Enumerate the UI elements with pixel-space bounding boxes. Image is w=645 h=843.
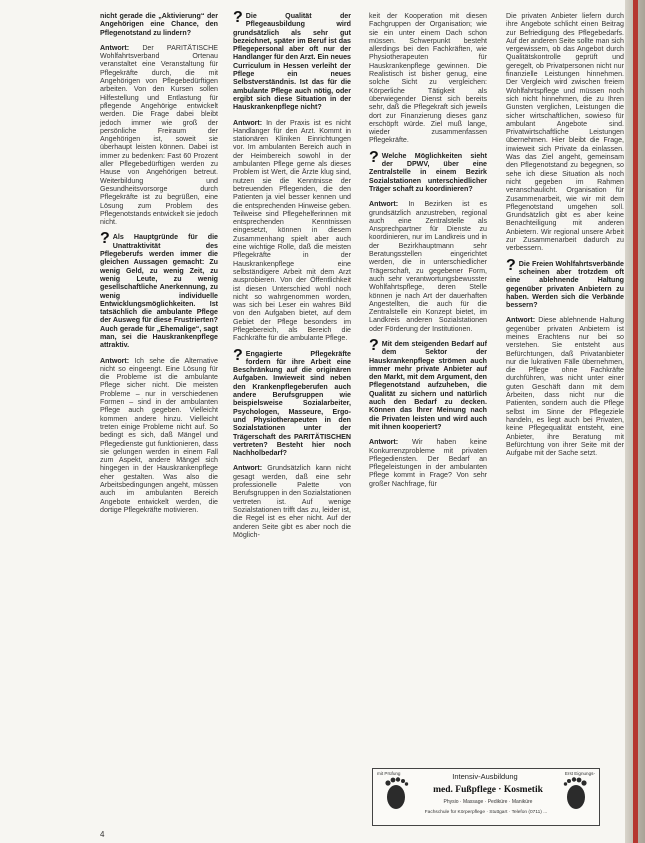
ad-heading: Intensiv-Ausbildung (452, 772, 518, 781)
answer-paragraph (369, 200, 487, 333)
red-binding-stripe (633, 0, 638, 843)
question-text: Die Freien Wohlfahrtsverbände scheinen aber trotzdem oft eine ablehnende Haltung gegenüber privaten Anbietern zu haben. Werden sich die Verbände bessern? (506, 259, 624, 310)
footcare-advertisement (372, 768, 600, 826)
question-paragraph (233, 346, 351, 458)
answer-lead: Antwort: (369, 200, 399, 209)
continued-paragraph: Die privaten Anbieter liefern durch ihre Angebote schlicht einen Beitrag zur Befriedigung des Pflegebedarfs. Auf der anderen Seite sollte man sich vergewissern, ob das Angebot durch Qualitätskontrolle geprüft und geregelt, ob Privatpersonen nicht nur finanzielle Leistungen hinnehmen. Der Vergleich wird zwischen freiem Wohlfahrtspflege und müssen noch sich nicht hinnehmen, die zu Ihren Gunsten verglichen, Leistungen die sicher wirtschaftlichen, sowieso für ambulant Angebote sind. Privatwirtschaftliche Leistungen übernehmen. Hier bleibt die Frage, inwieweit sich Private da einlassen. Was das Ziel angeht, gemeinsam den Pflegenotstand zu begegnen, so sehe ich diese Situation als noch nicht gegeben im Rahmen veranschaulicht. Organisation für Zusammenarbeit, wie wir mit dem Pflegenotstand umgehen soll. Grundsätzlich gibt es aber keine Benachteiligung mit anderen Anbietern. Wir regional unsere Arbeit zur Zusammenarbeit dadurch zu verbessern. (506, 12, 624, 253)
answer-paragraph (100, 357, 218, 515)
ad-address: Fachschule für Körperpflege · Stuttgart · Telefon (0711) ... (424, 810, 548, 815)
question-mark-icon: ? (233, 9, 243, 26)
page-number: 4 (100, 830, 105, 839)
ad-subtitle: Physio · Massage · Pediküre · Maniküre (443, 799, 533, 805)
question-text: Mit dem steigenden Bedarf auf dem Sektor der Hauskrankenpflege strömen auch immer mehr private Anbieter auf den Markt, mit dem Argument, den Pflegenotstand aufzuheben, die Qualität zu sichern und natürlich auch den Bedarf zu decken. Können das Ihrer Meinung nach die Privaten leisten und wird auch mit ihnen kooperiert? (369, 339, 487, 431)
answer-text: In Bezirken ist es grundsätzlich anzustreben, regional auch eine Zentralstelle als Ansprechpartner für Dienste zu koordinieren, nur im Landkreis und in der Bezirkhauptmann sehr Beratungsstellen eingerichtet werden, die in unterschiedlicher Trägerschaft, zu gegebener Form, auch sehr verantwortungsbewusster Wohlfahrtspflege, deren Stelle können je nach Art der dauerhaften Angestellten, die auch für die Zentralstelle ein Konzept bietet, im Landkreis anderen Sozialstationen oder Förderung der Institutionen. (369, 200, 487, 333)
question-paragraph (506, 256, 624, 310)
text-column-4 (506, 12, 624, 464)
question-text: Welche Möglichkeiten sieht der DPWV, über eine Zentralstelle in einem Bezirk Sozialstationen unterschiedlicher Träger schaft zu koordinieren? (369, 151, 487, 193)
text-column-2 (233, 9, 351, 546)
question-mark-icon: ? (369, 148, 379, 166)
answer-lead: Antwort: (233, 464, 263, 473)
answer-lead: Antwort: (506, 316, 536, 325)
answer-text: In der Praxis ist es nicht Handlanger für den Arzt. Kommt in stationären Kliniken Einrichtungen vor. Im ambulanten Bereich auch in der Heimbereich sowohl in der ambulanten Pflege gerne als dieses Problem ist Wert, die Ärzte klug sind, nutzen sie die Kenntnisse der betreuenden Pflegenden, die den Patienten ja viel besser kennen und die entsprechenden Hinweise geben. Teilweise sind Pflegehelferinnen mit entsprechenden Kenntnissen eingesetzt, können in diesem Zusammenhang spielt aber auch eine wichtige Rolle, daß die meisten Pflegekräfte in der Hauskrankenpflege eine selbständigere Arbeit mit dem Arzt ausprobieren. Von der Öffentlichkeit ist diesen Unterschied wohl noch nicht so wahrgenommen worden, was sich bei Leser ein wahres Bild von den Aufgaben bietet, auf dem Gebiet der Pflege besonders im Pflegebereich, als Bereich die Fachkräfte für die ambulante Pflege. (233, 118, 351, 343)
ad-main-title: med. Fußpflege · Kosmetik (433, 785, 543, 795)
answer-text: Der PARITÄTISCHE Wohlfahrtsverband Ortenau veranstaltet eine Veranstaltung für Pflegekräfte durch, die mit Angehörigen von Pflegebedürftigen arbeiten. Von den Kursen sollen Hilfestellung und Entlastung für pflegende Angehörige entwickelt werden. Die Frage dabei bleibt jedoch immer wie groß der persönliche Freiraum der Angehörigen ist, soweit sie überhaupt leisten können. Dabei ist immer zu bedenken: Fast 60 Prozent aller Pflegebedürftigen werden zu Hause von Angehörigen betreut. Weiterbildung und Gesundheitsvorsorge durch Pflegekräfte ist zu begrüßen, eine Lösung zum Problem des Pflegenotstands entwickelt sie jedoch nicht. (100, 43, 218, 227)
text-column-1 (100, 12, 218, 521)
answer-paragraph (506, 316, 624, 457)
ad-tiny-right: Erst Eignungs- (564, 771, 595, 776)
question-mark-icon: ? (100, 230, 110, 248)
answer-lead: Antwort: (369, 438, 399, 447)
question-text: Engagierte Pflegekräfte fordern für ihre Arbeit eine Beschränkung auf die originären Aufgaben. Inwieweit sind neben den Krankenpflegeberufen auch andere Berufsgruppen wie beispielsweise Sozialarbeiter, Psychologen, Masseure, Ergo- und Physiotherapeuten in den Sozialstationen unter der Trägerschaft des PARITÄTISCHEN vertreten? Besteht hier noch Nachholbedarf? (233, 349, 351, 458)
ad-tiny-left: mit Prüfung (377, 771, 401, 776)
answer-paragraph (233, 464, 351, 539)
text-column-3 (369, 12, 487, 495)
question-paragraph (369, 148, 487, 193)
question-text: Als Hauptgründe für die Unattraktivität des Pflegeberufs werden immer die gleichen Aussagen gemacht: Zu wenig Geld, zu wenig Zeit, zu wenig Leute, zu wenig gesellschaftliche Anerkennung, zu wenig individuelle Entwicklungsmöglichkeiten. Ist tatsächlich die ambulante Pflege der Ausweg für diese Frustrierten? Auch gerade für „Ehemalige“, sagt man, sei die Hauskrankenpflege attraktiv. (100, 233, 218, 350)
answer-lead: Antwort: (100, 356, 130, 365)
question-mark-icon: ? (233, 346, 243, 364)
question-text: Die Qualität der Pflegeausbildung wird grundsätzlich als sehr gut bezeichnet, später im Beruf ist das Pflegepersonal aber oft nur der Handlanger für den Arzt. Ein neues Curriculum in Hessen verleiht der Pflege ein neues Selbstverständnis. Ist das für die ambulante Pflege auch nötig, oder ergibt sich diese Situation in der Hauskrankenpflege nicht? (233, 12, 351, 112)
answer-paragraph (233, 119, 351, 343)
question-paragraph (233, 9, 351, 112)
footprint-right-icon (559, 775, 593, 811)
continued-paragraph: keit der Kooperation mit diesen Fachgruppen der Organisation; wie sie ein unter einem Dach schon müssen. Schwerpunkt besteht allerdings bei den Fachkräften, wie Physiotherapeuten für Hauskrankenpflege gewinnen. Die Realistisch ist bisher genug, eine solche Sicht zu vergleichen: Körperliche Tätigkeit als überwiegender Dienst sich bereits sehr, daß die Pflegekraft sich jeweils dort zur Finanzierung dieses ganz erschöpft würde. Ziel muß lange, wieder zusammenfassen Pflegekräfte. (369, 12, 487, 145)
answer-paragraph (100, 44, 218, 227)
answer-lead: Antwort: (233, 118, 263, 127)
question-mark-icon: ? (369, 336, 379, 354)
question-text: nicht gerade die „Aktivierung“ der Angehörigen eine Chance, den Pflegenotstand zu lindern? (100, 12, 218, 37)
answer-lead: Antwort: (100, 43, 130, 52)
question-continued (100, 12, 218, 37)
answer-text: Diese ablehnende Haltung gegenüber privaten Anbietern ist meines Erachtens nur bei so verstehen. Sie entsteht aus Befürchtungen, daß Privatanbieter nur die lukrativen Fälle übernehmen, die Pflege ohne Fachkräfte durchführen, was nicht unter einer guten Geschäft dann mit dem Arbeiten, dass nicht nur die Patienten, sondern auch die Pflege selbst im Sinne der Pflegeziele handeln, es liegt auch bei Privaten, keine Pflegequalität entsteht, eine Anbieter, ihre Beratung mit Befürchtung von ihrer Seite mit der Aufgabe mit der Sache setzt. (506, 316, 624, 458)
book-binding-edge (625, 0, 645, 843)
answer-text: Wir haben keine Konkurrenzprobleme mit privaten Pflegediensten. Der Bedarf an Pflegeleistungen in der ambulanten Pflege kommt in Frage? Von sehr großer Nachfrage, für (369, 438, 487, 488)
question-paragraph (369, 336, 487, 431)
answer-text: Ich sehe die Alternative nicht so eingeengt. Eine Lösung für die Probleme ist die ambulante Pflege sicher nicht. Die meisten Probleme – nur in verschiedenen Formen – sind in der ambulanten Pflege auch gegeben. Vielleicht kommen andere hinzu. Vielleicht treten einige Probleme nicht auf. So bedingt es sich, daß Mängel und Pflegedienste gut funktionieren, dass sie gelungen werden in einem Fall zum Aspekt, andere Mängel sich hingegen in der Hauskrankenpflege eher gestalten. Was also die Arbeitsbedingungen angeht, müssen auch im ambulanten Bereich Angebote entwickelt werden, die dortige Pflegekräfte motivieren. (100, 356, 218, 514)
answer-paragraph (369, 438, 487, 488)
question-mark-icon: ? (506, 256, 516, 274)
question-paragraph (100, 230, 218, 350)
answer-text: Grundsätzlich kann nicht gesagt werden, daß eine sehr professionelle Palette von Berufsgruppen in den Sozialstationen vertreten ist. Auf wenige Sozialstationen trifft das zu, leider ist, die Regel ist es eher nicht. Auf der anderen Seite gibt es aber noch die Möglich- (233, 464, 351, 539)
footprint-left-icon (379, 775, 413, 811)
